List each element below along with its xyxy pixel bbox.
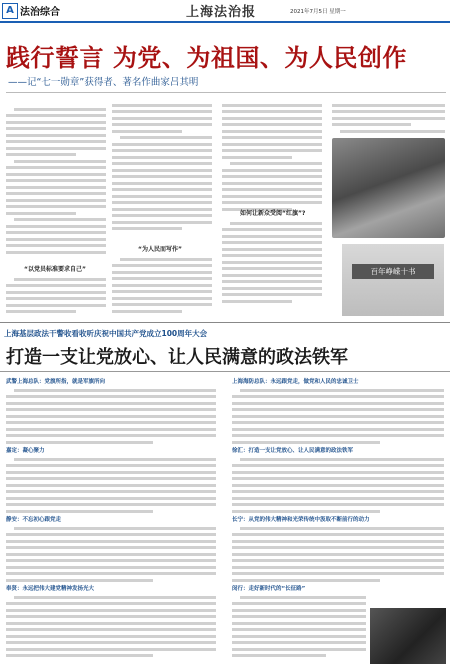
block-body: [232, 454, 444, 516]
article1-subhead-2: “为人民而写作”: [138, 246, 182, 253]
block-heading: 奉贤：永远把伟大建党精神发扬光大: [6, 586, 95, 592]
block-heading: 嘉定：凝心聚力: [6, 448, 45, 454]
block-body: [6, 592, 216, 661]
block-body: [6, 523, 216, 585]
block-heading: 武警上海总队：党旗所指，就是军旗所向: [6, 379, 106, 385]
masthead-rule: [0, 21, 450, 23]
article1-col1: [6, 104, 106, 257]
block-body: [6, 454, 216, 516]
article1-col3: [222, 100, 322, 214]
composer-photo: [332, 138, 445, 238]
section-divider: [0, 322, 450, 323]
block-body: [232, 592, 366, 661]
block-body: [232, 523, 444, 585]
main-subtitle: ——记“七一勋章”获得者、著名作曲家吕其明: [8, 77, 199, 88]
article1-col1-b: [6, 274, 106, 317]
article1-col4: [332, 100, 445, 136]
calligraphy-photo: [370, 608, 446, 664]
article2-headline: 打造一支让党放心、让人民满意的政法铁军: [6, 347, 348, 368]
article1-subhead-3: 如何让新众受阅“红旗”?: [240, 210, 306, 217]
block-heading: 上海海防总队：永远跟党走，做党和人民的忠诚卫士: [232, 379, 359, 385]
article1-col2-b: [112, 254, 212, 316]
headline2-rule: [0, 371, 450, 372]
block-heading: 长宁：从党的伟大精神和光荣传统中汲取不断前行的动力: [232, 517, 370, 523]
page-badge: A: [2, 3, 18, 19]
main-headline: 践行誓言 为党、为祖国、为人民创作: [6, 43, 407, 72]
block-heading: 闵行：走好新时代的“长征路”: [232, 586, 306, 592]
article1-col2: [112, 100, 212, 234]
section-name: 法治综合: [20, 7, 60, 18]
article1-col3-b: [222, 218, 322, 306]
subtitle-rule: [6, 92, 446, 93]
article1-subhead-1: “以党员标准要求自己”: [24, 266, 86, 273]
issue-date: 2021年7月5日 星期一: [290, 9, 346, 15]
block-heading: 徐汇：打造一支让党放心、让人民满意的政法铁军: [232, 448, 354, 454]
article2-kicker: 上海基层政法干警收看收听庆祝中国共产党成立100周年大会: [4, 329, 208, 338]
centennial-emblem-photo: [342, 244, 444, 316]
photo-caption: 百年峥嵘十书: [352, 264, 434, 279]
block-body: [232, 385, 444, 447]
block-heading: 静安：不忘初心跟党走: [6, 517, 62, 523]
block-body: [6, 385, 216, 447]
newspaper-logo: 上海法治报: [186, 5, 257, 20]
